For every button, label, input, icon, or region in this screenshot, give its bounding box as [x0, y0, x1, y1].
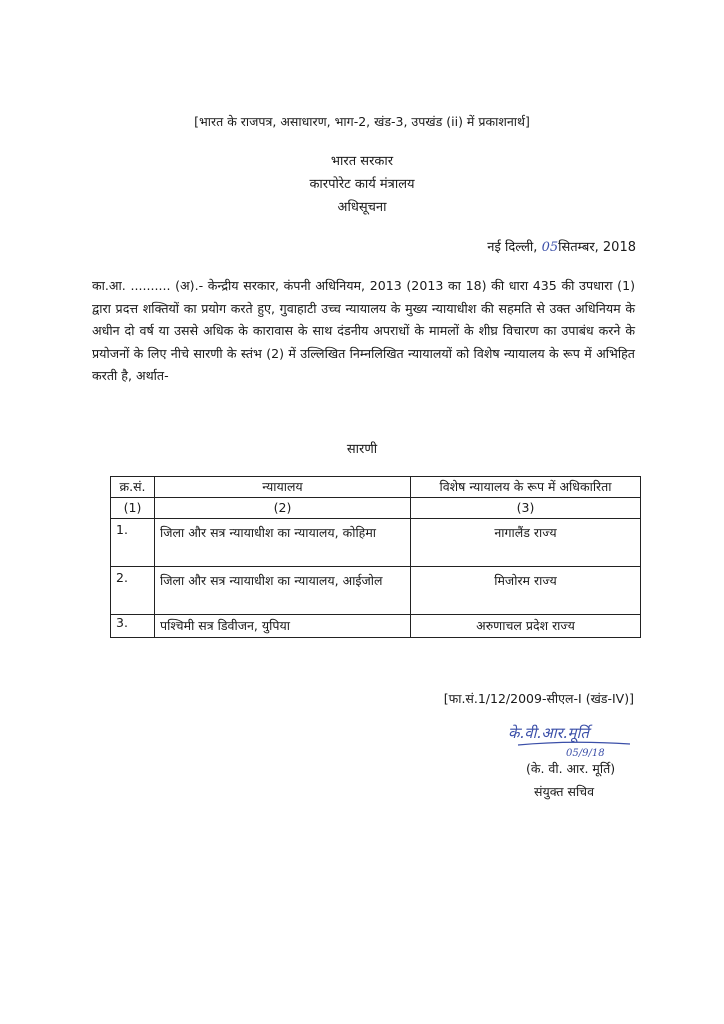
signature-drawing — [500, 718, 640, 760]
row-court: जिला और सत्र न्यायाधीश का न्यायालय, आईजोल — [155, 567, 411, 615]
column-number: (2) — [155, 498, 411, 519]
date-place: नई दिल्ली, — [487, 240, 538, 255]
signature-text: के.वी.आर.मूर्ति — [508, 724, 589, 742]
header-court: न्यायालय — [155, 477, 411, 498]
file-number: [फा.सं.1/12/2009-सीएल-I (खंड-IV)] — [443, 691, 634, 706]
courts-table — [110, 476, 641, 638]
table-header-row — [111, 477, 641, 498]
row-serial: 2. — [111, 567, 155, 615]
header-jurisdiction: विशेष न्यायालय के रूप में अधिकारिता — [411, 477, 641, 498]
ministry-title: कारपोरेट कार्य मंत्रालय — [309, 177, 415, 192]
handwritten-signature — [500, 718, 640, 760]
date-month-year: सितम्बर, 2018 — [558, 240, 636, 255]
row-jurisdiction: मिजोरम राज्य — [411, 567, 641, 615]
column-number-row — [111, 498, 641, 519]
gazette-publication-note: [भारत के राजपत्र, असाधारण, भाग-2, खंड-3, उपखंड (ii) में प्रकाशनार्थ] — [194, 114, 530, 129]
row-serial: 1. — [111, 519, 155, 567]
notification-body — [92, 275, 635, 388]
signatory-name: (के. वी. आर. मूर्ति) — [526, 761, 616, 776]
notification-title: अधिसूचना — [337, 200, 387, 215]
table-row — [111, 615, 641, 638]
row-serial: 3. — [111, 615, 155, 638]
signature-date: 05/9/18 — [566, 748, 605, 759]
body-paragraph: का.आ. .......... (अ).- केन्द्रीय सरकार, कंपनी अधिनियम, 2013 (2013 का 18) की धारा 435 की उपधारा (1) द्वारा प्रदत्त शक्तियों का प्रयोग करते हुए, गुवाहाटी उच्च न्यायालय के मुख्य न्यायाधीश की सहमति से उक्त अधिनियम के अधीन दो वर्ष या उससे अधिक के कारावास के साथ दंडनीय अपराधों के मामलों के शीघ्र विचारण का उपाबंध करने के प्रयोजनों के लिए नीचे सारणी के स्तंभ (2) में उल्लिखित निम्नलिखित न्यायालयों को विशेष न्यायालय के रूप में अभिहित करती है, अर्थात- — [92, 278, 635, 383]
row-jurisdiction: अरुणाचल प्रदेश राज्य — [411, 615, 641, 638]
table-row — [111, 567, 641, 615]
table-row — [111, 519, 641, 567]
government-title: भारत सरकार — [330, 154, 394, 169]
table-caption: सारणी — [346, 442, 378, 457]
row-jurisdiction: नागालैंड राज्य — [411, 519, 641, 567]
row-court: पश्चिमी सत्र डिवीजन, युपिया — [155, 615, 411, 638]
handwritten-day: 05 — [541, 240, 559, 255]
column-number: (3) — [411, 498, 641, 519]
dateline — [487, 237, 636, 255]
column-number: (1) — [111, 498, 155, 519]
row-court: जिला और सत्र न्यायाधीश का न्यायालय, कोहिमा — [155, 519, 411, 567]
header-serial: क्र.सं. — [111, 477, 155, 498]
signature-underline — [518, 742, 630, 745]
signatory-designation: संयुक्त सचिव — [534, 784, 595, 799]
